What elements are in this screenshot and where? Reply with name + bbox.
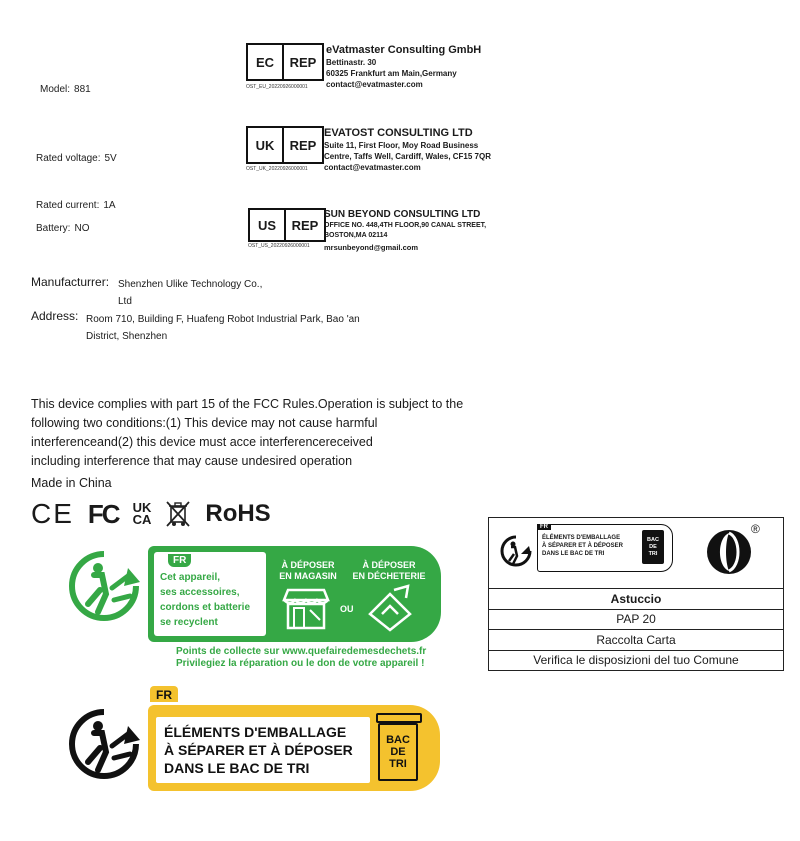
weee-bin-icon	[165, 500, 191, 528]
italian-recycling-table	[488, 517, 784, 671]
spec-model: Model: 881	[40, 84, 91, 95]
triman-black-icon	[66, 706, 142, 782]
green-fr-tag: FR	[168, 554, 191, 567]
certification-marks	[31, 498, 271, 530]
yellow-packaging-label	[148, 688, 440, 791]
fcc-statement: This device complies with part 15 of the FCC Rules.Operation is subject to the following two conditions:(1) This device may not cause harmful interferenceand(2) this device must acce interferencereceived including interference that may cause undesired operation	[31, 397, 464, 468]
mini-triman-label	[499, 524, 671, 574]
spec-voltage: Rated voltage: 5V	[36, 153, 117, 164]
ec-rep-info: eVatmaster Consulting GmbH Bettinastr. 30 60325 Frankfurt am Main,Germany contact@evatmaster.com	[326, 44, 482, 89]
mini-fr-tag: FR	[537, 524, 551, 530]
registered-mark: ®	[751, 522, 760, 536]
green-option-store: À DÉPOSER EN MAGASIN	[279, 560, 337, 581]
ce-mark-icon: CE	[31, 498, 74, 529]
uk-rep-info: EVATOST CONSULTING LTD Suite 11, First Floor, Moy Road Business Centre, Taffs Well, Cardiff, Wales, CF15 7QR contact@evatmaster.com	[324, 127, 491, 172]
us-rep-info: SUN BEYOND CONSULTING LTD OFFICE NO. 448,4TH FLOOR,90 CANAL STREET, BOSTON,MA 02114 mrsunbeyond@gmail.com	[324, 209, 487, 252]
rohs-mark: RoHS	[205, 500, 271, 527]
spec-current: Rated current: 1A	[36, 200, 116, 211]
manufacturer-value: Shenzhen Ulike Technology Co., Ltd	[118, 279, 263, 307]
italian-row-type: Astuccio	[489, 589, 783, 610]
uk-rep-symbol: UK REP	[246, 126, 324, 164]
yellow-bin-icon: BAC DE TRI	[374, 713, 420, 783]
green-or-text: OU	[340, 604, 354, 614]
ukca-mark-icon: UK CA	[132, 500, 152, 527]
italian-row-collection: Raccolta Carta	[489, 630, 783, 651]
mini-label-text: ÉLÉMENTS D'EMBALLAGE À SÉPARER ET À DÉPOSER DANS LE BAC DE TRI	[542, 535, 623, 557]
manufacturer-label: Manufacturrer:	[31, 275, 110, 289]
italian-row-note: Verifica le disposizioni del tuo Comune	[533, 653, 739, 668]
address-label: Address:	[31, 309, 79, 323]
ec-rep-symbol: EC REP	[246, 43, 324, 81]
spec-battery: Battery: NO	[36, 223, 90, 234]
italian-row-code: PAP 20	[489, 610, 783, 631]
us-rep-symbol: US REP	[248, 208, 326, 242]
mini-bin-icon: BAC DE TRI	[642, 530, 664, 564]
yellow-fr-tag: FR	[150, 686, 178, 702]
green-text-card	[154, 552, 266, 636]
uk-rep-code: OST_UK_20220926000001	[246, 166, 308, 172]
triman-icon	[499, 534, 533, 568]
store-icon	[280, 586, 332, 630]
green-option-dump: À DÉPOSER EN DÉCHETERIE	[352, 560, 426, 581]
yellow-text: ÉLÉMENTS D'EMBALLAGE À SÉPARER ET À DÉPOSER DANS LE BAC DE TRI	[164, 724, 353, 776]
us-rep-code: OST_US_20220926000001	[248, 243, 310, 249]
fc-mark-icon: FC	[87, 498, 119, 529]
triman-green-icon	[66, 548, 142, 624]
dump-icon	[364, 584, 416, 632]
green-dot-icon	[705, 528, 753, 576]
mini-label-frame	[537, 524, 673, 572]
ec-rep-code: OST_EU_20220926000001	[246, 84, 308, 90]
italian-table-header	[489, 518, 783, 589]
address-value: Room 710, Building F, Huafeng Robot Industrial Park, Bao 'an District, Shenzhen	[86, 314, 360, 342]
yellow-text-card	[156, 717, 370, 783]
green-recycling-label	[148, 546, 441, 642]
green-text: Cet appareil, ses accessoires, cordons et batterie se recyclent	[160, 572, 251, 628]
made-in-text: Made in China	[31, 476, 112, 490]
green-footer: Points de collecte sur www.quefairedemesdechets.fr Privilegiez la réparation ou le don de votre appareil !	[176, 646, 427, 669]
